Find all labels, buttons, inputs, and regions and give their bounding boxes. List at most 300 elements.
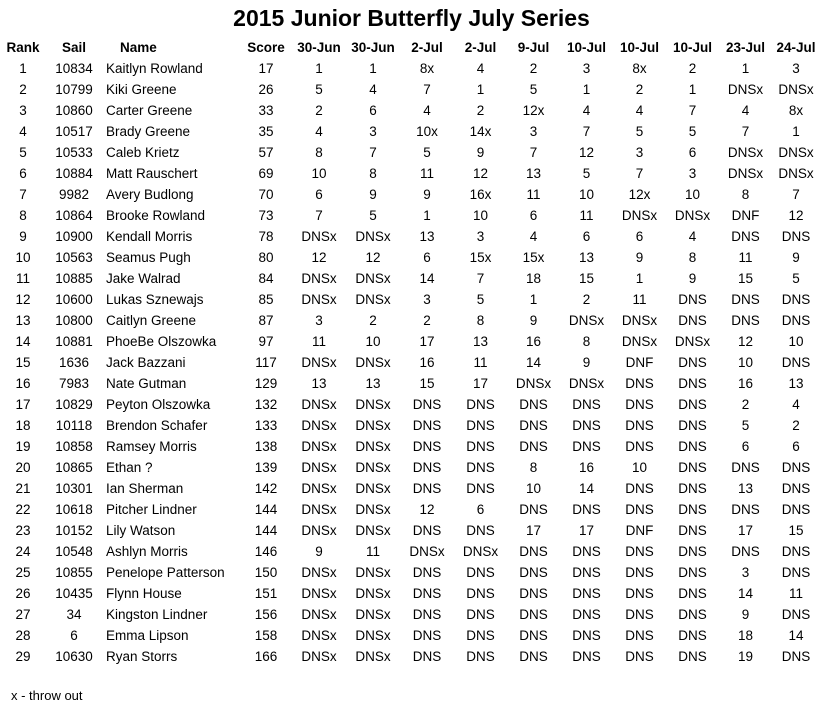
table-cell: 7 — [369, 145, 377, 160]
table-cell: 11 — [15, 271, 30, 286]
table-cell: DNSx — [409, 544, 445, 559]
table-row — [2, 205, 820, 226]
table-cell: 5 — [529, 82, 538, 97]
table-cell: DNS — [678, 313, 707, 328]
column-header: 10-Jul — [672, 40, 713, 55]
table-cell: DNS — [572, 418, 601, 433]
table-cell: 5 — [582, 166, 591, 181]
table-cell: 5 — [741, 418, 750, 433]
table-cell: 17 — [578, 523, 595, 538]
table-cell: DNS — [625, 439, 654, 454]
table-cell: 21 — [15, 481, 31, 496]
table-row — [2, 331, 820, 352]
table-cell: DNS — [466, 397, 495, 412]
column-header: 23-Jul — [725, 40, 766, 55]
table-cell: DNS — [781, 502, 811, 517]
table-row — [2, 163, 820, 184]
column-header: 2-Jul — [411, 40, 443, 55]
table-cell: DNS — [519, 565, 548, 580]
table-cell: DNSx — [355, 649, 391, 664]
table-cell: DNS — [678, 376, 707, 391]
table-cell: Caitlyn Greene — [106, 313, 197, 328]
page-title: 2015 Junior Butterfly July Series — [233, 5, 590, 31]
table-cell: 144 — [254, 523, 278, 538]
table-cell: 10 — [631, 460, 648, 475]
column-header: 10-Jul — [566, 40, 607, 55]
table-row — [2, 625, 820, 646]
table-cell: 10855 — [55, 565, 93, 580]
table-row — [2, 604, 820, 625]
table-cell: DNS — [678, 439, 707, 454]
table-cell: DNS — [625, 607, 654, 622]
table-cell: 15 — [788, 523, 804, 538]
table-cell: 6 — [315, 187, 323, 202]
table-cell: 3 — [476, 229, 485, 244]
table-cell: 4 — [741, 103, 750, 118]
table-cell: DNS — [466, 586, 495, 601]
table-cell: DNSx — [727, 166, 764, 181]
table-cell: DNS — [412, 418, 442, 433]
table-cell: 13 — [737, 481, 754, 496]
table-cell: DNS — [519, 586, 548, 601]
table-cell: 10618 — [55, 502, 93, 517]
table-cell: Jack Bazzani — [106, 355, 186, 370]
table-cell: DNS — [731, 502, 760, 517]
table-cell: Kingston Lindner — [106, 607, 208, 622]
table-cell: DNS — [678, 565, 707, 580]
table-cell: 28 — [15, 628, 31, 643]
table-cell: 16 — [525, 334, 542, 349]
table-cell: 10 — [737, 355, 754, 370]
table-cell: 10 — [788, 334, 804, 349]
table-cell: DNS — [781, 649, 811, 664]
table-cell: 15 — [419, 376, 435, 391]
table-cell: 14 — [737, 586, 754, 601]
table-cell: 4 — [315, 124, 323, 139]
table-cell: 7 — [792, 187, 800, 202]
table-cell: 9982 — [58, 187, 90, 202]
table-cell: 9 — [635, 250, 644, 265]
table-cell: 14 — [419, 271, 435, 286]
table-cell: 3 — [19, 103, 27, 118]
table-cell: 1 — [792, 124, 800, 139]
table-cell: 10 — [311, 166, 327, 181]
table-cell: Flynn House — [106, 586, 182, 601]
table-cell: 7 — [315, 208, 323, 223]
table-cell: DNS — [572, 502, 601, 517]
table-cell: Brendon Schafer — [106, 418, 208, 433]
table-cell: Carter Greene — [106, 103, 193, 118]
table-cell: DNS — [625, 586, 654, 601]
table-cell: 6 — [741, 439, 750, 454]
table-cell: 2 — [423, 313, 431, 328]
table-cell: 10864 — [55, 208, 93, 223]
table-cell: DNSx — [355, 460, 391, 475]
table-cell: DNS — [519, 397, 548, 412]
table-cell: DNS — [412, 523, 442, 538]
table-cell: 11 — [526, 187, 541, 202]
table-cell: DNSx — [355, 418, 391, 433]
table-cell: 2 — [369, 313, 377, 328]
table-cell: Penelope Patterson — [106, 565, 225, 580]
table-cell: 4 — [582, 103, 591, 118]
table-cell: DNS — [625, 628, 654, 643]
table-cell: 2 — [688, 61, 697, 76]
table-cell: DNSx — [301, 460, 337, 475]
table-cell: DNSx — [727, 145, 764, 160]
table-cell: 1 — [688, 82, 697, 97]
table-cell: 5 — [635, 124, 644, 139]
table-cell: 22 — [15, 502, 31, 517]
table-cell: 6 — [792, 439, 800, 454]
table-body — [2, 58, 820, 667]
table-cell: DNSx — [674, 208, 711, 223]
table-cell: 18 — [525, 271, 542, 286]
table-cell: DNS — [466, 439, 495, 454]
table-row — [2, 79, 820, 100]
table-cell: 5 — [792, 271, 800, 286]
table-cell: 10 — [525, 481, 542, 496]
table-cell: DNS — [625, 481, 654, 496]
table-cell: 17 — [419, 334, 435, 349]
table-cell: DNF — [731, 208, 760, 223]
table-cell: 20 — [15, 460, 31, 475]
table-cell: 10x — [416, 124, 438, 139]
table-cell: 1 — [315, 61, 323, 76]
table-cell: 85 — [258, 292, 274, 307]
table-cell: 7 — [529, 145, 538, 160]
table-cell: DNSx — [301, 439, 337, 454]
table-cell: 1 — [369, 61, 377, 76]
table-cell: 10834 — [55, 61, 93, 76]
table-cell: 4 — [19, 124, 27, 139]
table-cell: DNS — [781, 460, 811, 475]
table-cell: 10900 — [55, 229, 93, 244]
table-cell: DNS — [781, 313, 811, 328]
table-cell: 6 — [529, 208, 538, 223]
column-header: Name — [120, 40, 157, 55]
table-cell: 13 — [15, 313, 31, 328]
table-cell: DNSx — [355, 586, 391, 601]
table-cell: DNS — [625, 565, 654, 580]
table-cell: 4 — [635, 103, 644, 118]
table-cell: Lily Watson — [106, 523, 176, 538]
table-cell: 57 — [258, 145, 274, 160]
table-cell: DNS — [572, 586, 601, 601]
table-row — [2, 268, 820, 289]
table-cell: 3 — [688, 166, 697, 181]
table-cell: DNS — [466, 523, 495, 538]
table-cell: 4 — [369, 82, 377, 97]
table-cell: Pitcher Lindner — [106, 502, 197, 517]
table-cell: 15x — [522, 250, 545, 265]
table-row — [2, 562, 820, 583]
table-cell: DNSx — [355, 628, 391, 643]
table-cell: 15 — [15, 355, 31, 370]
table-cell: 18 — [15, 418, 31, 433]
table-cell: 8 — [369, 166, 377, 181]
table-cell: DNSx — [621, 313, 658, 328]
table-cell: DNSx — [355, 502, 391, 517]
table-cell: DNSx — [355, 523, 391, 538]
table-cell: Avery Budlong — [106, 187, 194, 202]
table-cell: 10152 — [55, 523, 93, 538]
table-cell: Ethan ? — [106, 460, 153, 475]
table-row — [2, 394, 820, 415]
table-cell: Kiki Greene — [106, 82, 177, 97]
table-cell: 1 — [635, 271, 644, 286]
table-cell: 8 — [582, 334, 591, 349]
table-cell: 4 — [688, 229, 697, 244]
table-cell: Emma Lipson — [106, 628, 189, 643]
table-cell: 10 — [365, 334, 381, 349]
table-cell: DNSx — [301, 292, 337, 307]
table-cell: 7 — [741, 124, 750, 139]
table-cell: 12x — [628, 187, 651, 202]
table-cell: 1 — [529, 292, 538, 307]
table-cell: 4 — [529, 229, 538, 244]
table-cell: 10517 — [55, 124, 93, 139]
table-cell: 10435 — [55, 586, 93, 601]
table-cell: 27 — [15, 607, 31, 622]
table-cell: 7 — [19, 187, 27, 202]
table-cell: 12 — [788, 208, 804, 223]
table-cell: 17 — [258, 61, 274, 76]
table-cell: 18 — [737, 628, 754, 643]
table-cell: 10548 — [55, 544, 93, 559]
table-cell: 13 — [578, 250, 595, 265]
table-cell: DNF — [625, 355, 654, 370]
table-cell: DNS — [519, 649, 548, 664]
table-cell: DNS — [519, 439, 548, 454]
table-cell: 150 — [254, 565, 278, 580]
table-cell: DNF — [625, 523, 654, 538]
table-cell: 6 — [70, 628, 78, 643]
table-cell: PhoeBe Olszowka — [106, 334, 217, 349]
table-cell: DNS — [781, 292, 811, 307]
table-cell: DNS — [572, 628, 601, 643]
table-row — [2, 583, 820, 604]
table-cell: DNS — [519, 628, 548, 643]
table-cell: DNS — [572, 607, 601, 622]
table-cell: 1 — [476, 82, 485, 97]
table-cell: 1 — [19, 61, 27, 76]
table-cell: DNS — [572, 565, 601, 580]
table-cell: 10118 — [55, 418, 93, 433]
table-cell: 10630 — [55, 649, 93, 664]
table-cell: DNS — [466, 460, 495, 475]
table-cell: 17 — [737, 523, 754, 538]
table-cell: 10858 — [55, 439, 93, 454]
table-cell: 8 — [741, 187, 750, 202]
table-row — [2, 499, 820, 520]
table-cell: 69 — [258, 166, 274, 181]
table-cell: DNSx — [301, 628, 337, 643]
table-cell: 15 — [737, 271, 754, 286]
table-cell: 4 — [792, 397, 800, 412]
table-cell: 11 — [419, 166, 434, 181]
table-cell: Ashlyn Morris — [106, 544, 188, 559]
table-cell: 26 — [15, 586, 31, 601]
table-cell: 151 — [254, 586, 278, 601]
table-cell: DNS — [466, 565, 495, 580]
table-cell: 7 — [635, 166, 644, 181]
table-cell: DNSx — [355, 292, 391, 307]
table-cell: 80 — [258, 250, 274, 265]
table-cell: DNSx — [568, 376, 605, 391]
table-cell: DNS — [678, 460, 707, 475]
table-cell: DNS — [731, 292, 760, 307]
table-cell: 17 — [15, 397, 31, 412]
table-cell: DNS — [625, 418, 654, 433]
table-cell: 10865 — [55, 460, 93, 475]
column-header: Sail — [61, 40, 86, 55]
table-cell: DNSx — [778, 145, 814, 160]
table-cell: DNSx — [301, 397, 337, 412]
table-cell: 11 — [788, 586, 803, 601]
header-row — [2, 37, 820, 58]
table-cell: 24 — [15, 544, 31, 559]
table-cell: Ian Sherman — [106, 481, 184, 496]
table-cell: 2 — [476, 103, 485, 118]
table-cell: DNS — [678, 418, 707, 433]
table-cell: 8 — [529, 460, 538, 475]
table-cell: 3 — [423, 292, 431, 307]
table-cell: 7 — [423, 82, 431, 97]
table-row — [2, 373, 820, 394]
table-cell: 9 — [315, 544, 323, 559]
table-cell: Brady Greene — [106, 124, 191, 139]
table-cell: 2 — [792, 418, 800, 433]
table-cell: 87 — [258, 313, 274, 328]
table-cell: 9 — [476, 145, 485, 160]
table-cell: 14 — [788, 628, 804, 643]
table-cell: 23 — [15, 523, 31, 538]
table-cell: 15x — [469, 250, 492, 265]
table-cell: DNSx — [301, 229, 337, 244]
table-cell: 2 — [315, 103, 323, 118]
table-cell: Nate Gutman — [106, 376, 187, 391]
results-table — [2, 37, 820, 667]
table-cell: 7 — [476, 271, 485, 286]
table-cell: DNS — [678, 523, 707, 538]
table-cell: 11 — [632, 292, 647, 307]
table-row — [2, 415, 820, 436]
table-cell: DNS — [678, 649, 707, 664]
table-cell: DNS — [678, 586, 707, 601]
table-cell: DNS — [466, 628, 495, 643]
table-cell: Kendall Morris — [106, 229, 193, 244]
table-cell: 1 — [582, 82, 591, 97]
table-row — [2, 100, 820, 121]
table-cell: 132 — [254, 397, 278, 412]
table-cell: 14 — [525, 355, 542, 370]
table-cell: 10800 — [55, 313, 93, 328]
table-cell: 17 — [525, 523, 542, 538]
table-cell: 129 — [254, 376, 278, 391]
table-cell: 10533 — [55, 145, 93, 160]
table-cell: 139 — [254, 460, 278, 475]
table-cell: 16 — [15, 376, 31, 391]
table-cell: 6 — [423, 250, 431, 265]
table-cell: DNS — [678, 397, 707, 412]
table-cell: 5 — [423, 145, 431, 160]
table-cell: Brooke Rowland — [106, 208, 206, 223]
table-cell: 13 — [419, 229, 435, 244]
table-cell: DNS — [678, 355, 707, 370]
table-cell: Caleb Krietz — [106, 145, 180, 160]
table-cell: Peyton Olszowka — [106, 397, 211, 412]
table-cell: DNS — [466, 418, 495, 433]
table-cell: 3 — [369, 124, 377, 139]
table-cell: 1 — [741, 61, 750, 76]
table-cell: 16x — [469, 187, 492, 202]
table-cell: DNS — [519, 607, 548, 622]
table-cell: DNS — [412, 649, 442, 664]
table-cell: DNS — [731, 460, 760, 475]
table-cell: 1636 — [58, 355, 90, 370]
table-cell: 17 — [472, 376, 489, 391]
table-cell: DNS — [412, 397, 442, 412]
table-cell: DNSx — [621, 334, 658, 349]
table-cell: DNSx — [301, 481, 337, 496]
table-cell: DNS — [781, 481, 811, 496]
table-cell: DNS — [781, 607, 811, 622]
table-cell: DNS — [412, 607, 442, 622]
table-cell: 10563 — [55, 250, 93, 265]
table-cell: 9 — [688, 271, 697, 286]
table-cell: DNSx — [355, 229, 391, 244]
table-cell: DNSx — [301, 271, 337, 286]
table-row — [2, 478, 820, 499]
table-cell: 15 — [578, 271, 595, 286]
table-cell: 3 — [635, 145, 644, 160]
table-cell: 11 — [311, 334, 326, 349]
table-cell: DNSx — [515, 376, 552, 391]
table-cell: DNSx — [355, 355, 391, 370]
table-cell: DNS — [625, 397, 654, 412]
table-cell: Ryan Storrs — [106, 649, 178, 664]
table-cell: DNSx — [778, 82, 814, 97]
table-cell: DNSx — [355, 607, 391, 622]
table-cell: 26 — [258, 82, 274, 97]
table-cell: DNS — [412, 628, 442, 643]
table-row — [2, 457, 820, 478]
table-cell: DNSx — [355, 481, 391, 496]
table-cell: 2 — [635, 82, 644, 97]
table-cell: DNS — [519, 544, 548, 559]
table-cell: DNS — [412, 481, 442, 496]
table-cell: 10 — [15, 250, 31, 265]
table-cell: 3 — [792, 61, 800, 76]
table-cell: 97 — [258, 334, 274, 349]
table-cell: DNS — [781, 229, 811, 244]
table-cell: 5 — [476, 292, 485, 307]
table-cell: 10 — [578, 187, 595, 202]
column-header: 30-Jun — [297, 40, 341, 55]
table-cell: DNS — [519, 418, 548, 433]
table-cell: 8x — [419, 61, 435, 76]
table-cell: 11 — [579, 208, 594, 223]
table-cell: 117 — [255, 355, 277, 370]
table-row — [2, 352, 820, 373]
table-cell: 34 — [66, 607, 82, 622]
table-cell: DNS — [412, 586, 442, 601]
table-cell: 12 — [419, 502, 435, 517]
table-cell: 8 — [476, 313, 485, 328]
column-header: 24-Jul — [776, 40, 816, 55]
table-cell: DNS — [678, 607, 707, 622]
